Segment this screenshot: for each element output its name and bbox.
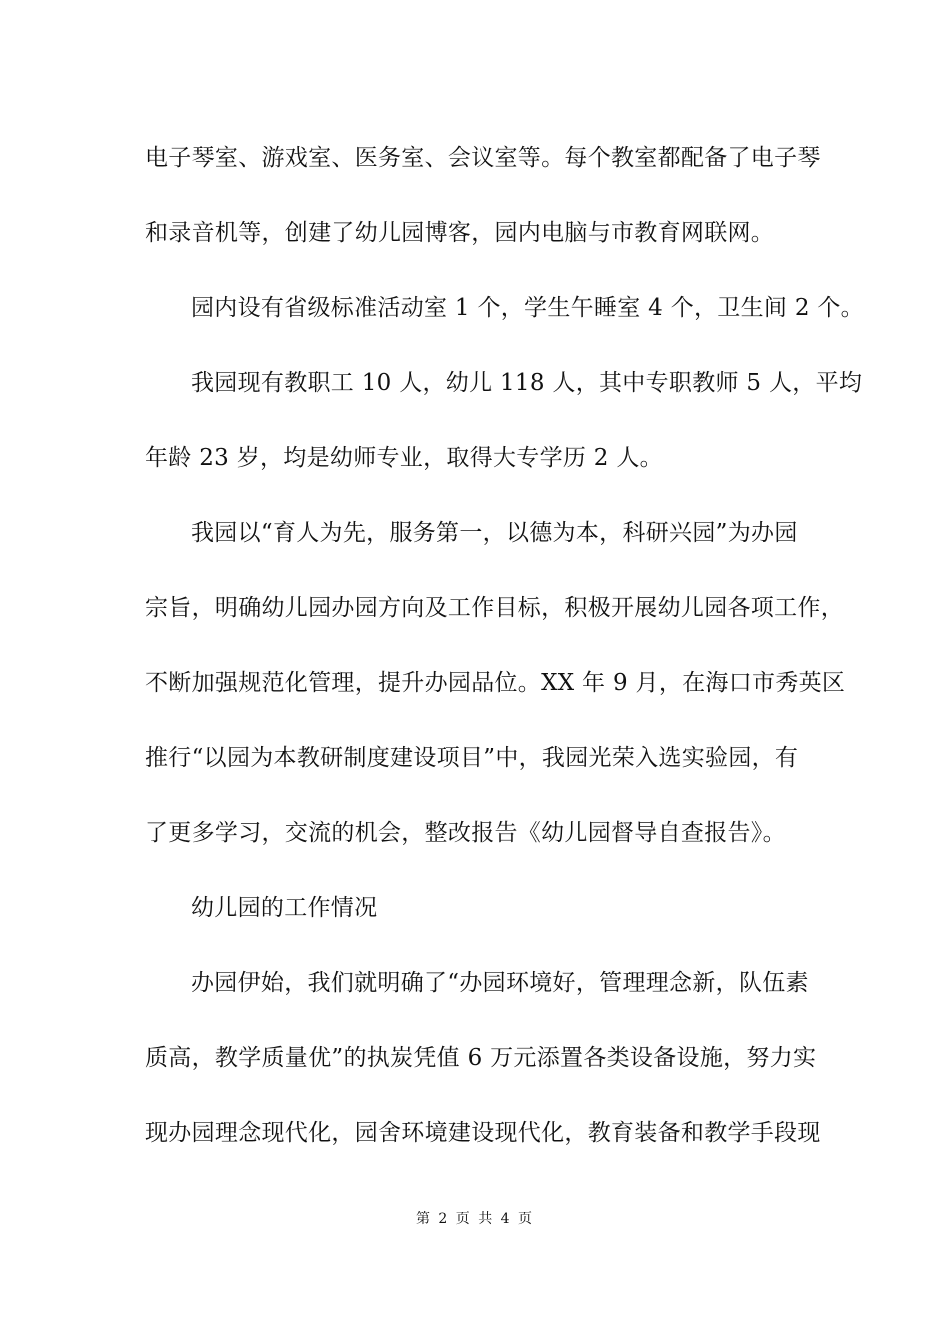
page-number-footer: 第 2 页 共 4 页 bbox=[415, 1211, 535, 1227]
text-line: 现办园理念现代化，园舍环境建设现代化，教育装备和教学手段现 bbox=[145, 1120, 821, 1146]
document-body bbox=[145, 133, 864, 1183]
text-line: 我园以“育人为先，服务第一，以德为本，科研兴园”为办园 bbox=[191, 520, 798, 546]
text-line: 了更多学习，交流的机会，整改报告《幼儿园督导自查报告》。 bbox=[145, 820, 786, 846]
text-line: 不断加强规范化管理，提升办园品位。XX 年 9 月，在海口市秀英区 bbox=[145, 670, 846, 696]
text-line: 办园伊始，我们就明确了“办园环境好，管理理念新，队伍素 bbox=[191, 970, 809, 996]
text-line: 园内设有省级标准活动室 1 个，学生午睡室 4 个，卫生间 2 个。 bbox=[191, 295, 864, 321]
text-line: 推行“以园为本教研制度建设项目”中，我园光荣入选实验园，有 bbox=[145, 745, 799, 771]
text-line: 和录音机等，创建了幼儿园博客，园内电脑与市教育网联网。 bbox=[145, 220, 775, 246]
text-line: 我园现有教职工 10 人，幼儿 118 人，其中专职教师 5 人，平均 bbox=[191, 370, 863, 396]
text-line: 质高，教学质量优”的执炭凭值 6 万元添置各类设备设施，努力实 bbox=[145, 1045, 817, 1071]
text-line: 电子琴室、游戏室、医务室、会议室等。每个教室都配备了电子琴 bbox=[145, 145, 821, 171]
section-heading: 幼儿园的工作情况 bbox=[191, 895, 378, 921]
text-line: 年龄 23 岁，均是幼师专业，取得大专学历 2 人。 bbox=[145, 445, 663, 471]
text-line: 宗旨，明确幼儿园办园方向及工作目标，积极开展幼儿园各项工作， bbox=[145, 595, 844, 621]
